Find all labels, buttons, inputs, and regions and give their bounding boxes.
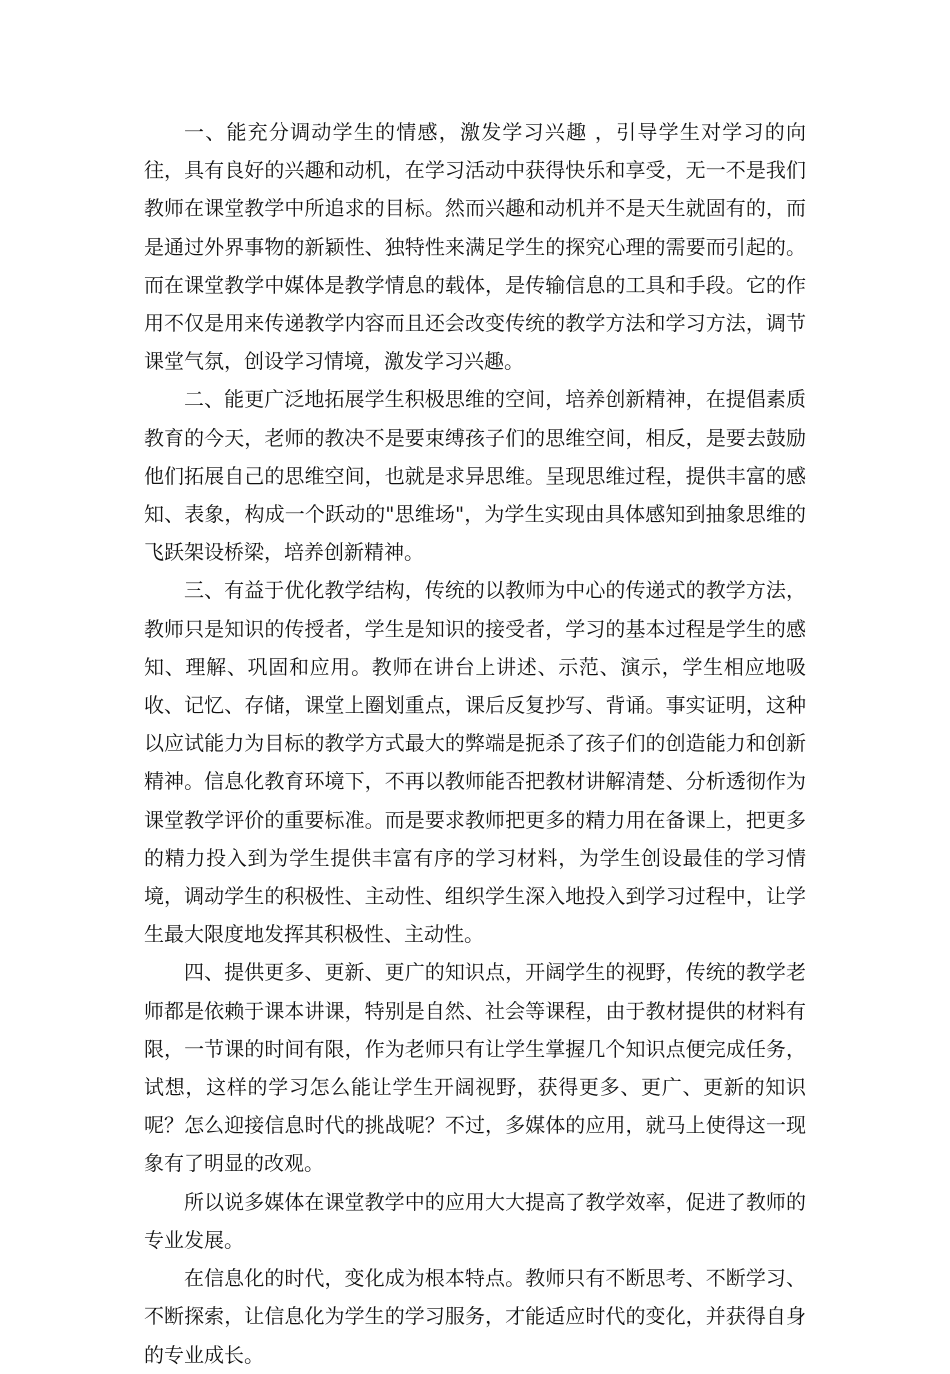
paragraph-summary: 所以说多媒体在课堂教学中的应用大大提高了教学效率，促进了教师的专业发展。 [144, 1189, 806, 1252]
document-page [144, 113, 806, 1374]
paragraph-point-four: 四、提供更多、更新、更广的知识点，开阔学生的视野，传统的教学老师都是依赖于课本讲课，特别是自然、社会等课程，由于教材提供的材料有限，一节课的时间有限，作为老师只有让学生掌握几个知识点便完成任务，试想，这样的学习怎么能让学生开阔视野，获得更多、更广、更新的知识呢？怎么迎接信息时代的挑战呢？不过，多媒体的应用，就马上使得这一现象有了明显的改观。 [144, 960, 806, 1176]
paragraph-point-two: 二、能更广泛地拓展学生积极思维的空间，培养创新精神，在提倡素质教育的今天，老师的教决不是要束缚孩子们的思维空间，相反，是要去鼓励他们拓展自己的思维空间，也就是求异思维。呈现思维过程，提供丰富的感知、表象，构成一个跃动的"思维场"，为学生实现由具体感知到抽象思维的飞跃架设桥梁，培养创新精神。 [144, 387, 806, 565]
paragraph-point-one: 一、能充分调动学生的情感，激发学习兴趣 ，引导学生对学习的向往，具有良好的兴趣和动机，在学习活动中获得快乐和享受，无一不是我们教师在课堂教学中所追求的目标。然而兴趣和动机并不是天生就固有的，而是通过外界事物的新颖性、独特性来满足学生的探究心理的需要而引起的。而在课堂教学中媒体是教学情息的载体，是传输信息的工具和手段。它的作用不仅是用来传递教学内容而且还会改变传统的教学方法和学习方法，调节课堂气氛，创设学习情境，激发学习兴趣。 [144, 120, 806, 374]
paragraph-conclusion: 在信息化的时代，变化成为根本特点。教师只有不断思考、不断学习、不断探索，让信息化为学生的学习服务，才能适应时代的变化，并获得自身的专业成长。 [144, 1266, 806, 1367]
paragraph-point-three: 三、有益于优化教学结构，传统的以教师为中心的传递式的教学方法，教师只是知识的传授者，学生是知识的接受者，学习的基本过程是学生的感知、理解、巩固和应用。教师在讲台上讲述、示范、演示，学生相应地吸收、记忆、存储，课堂上圈划重点，课后反复抄写、背诵。事实证明，这种以应试能力为目标的教学方式最大的弊端是扼杀了孩子们的创造能力和创新精神。信息化教育环境下，不再以教师能否把教材讲解清楚、分析透彻作为课堂教学评价的重要标准。而是要求教师把更多的精力用在备课上，把更多的精力投入到为学生提供丰富有序的学习材料，为学生创设最佳的学习情境，调动学生的积极性、主动性、组织学生深入地投入到学习过程中，让学生最大限度地发挥其积极性、主动性。 [144, 578, 806, 947]
